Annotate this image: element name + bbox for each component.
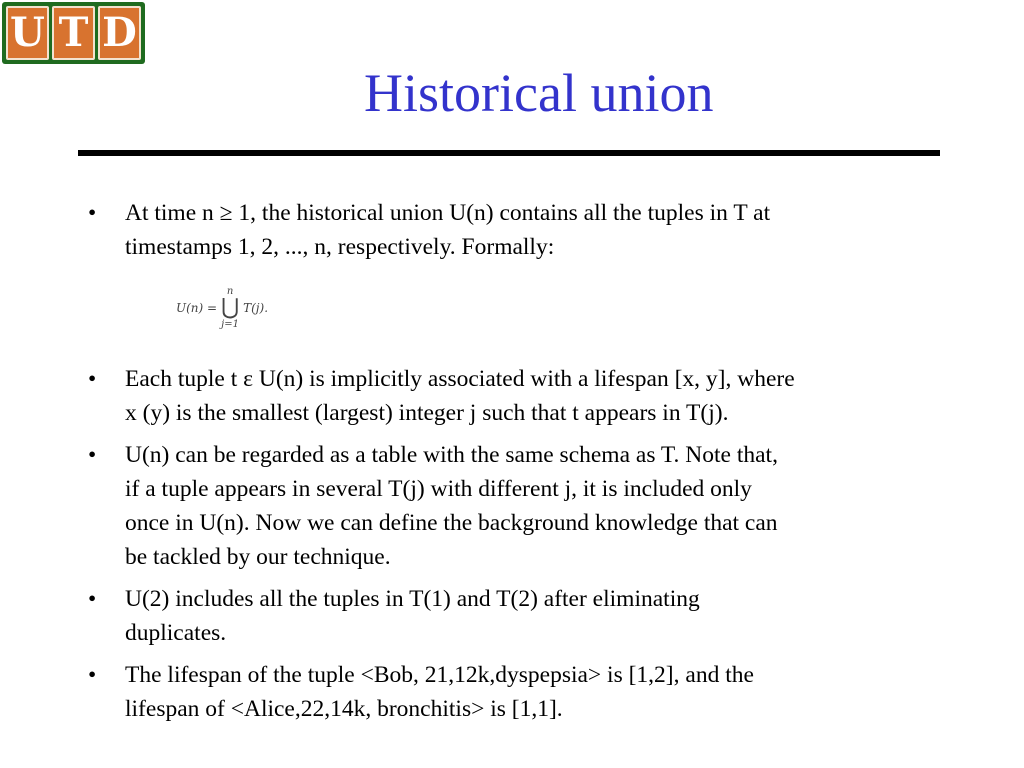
bullet-line: once in U(n). Now we can define the background knowledge that can bbox=[125, 510, 778, 536]
bullet-marker: • bbox=[88, 586, 97, 612]
logo-letter-t: T bbox=[52, 6, 95, 60]
bullet-line: if a tuple appears in several T(j) with different j, it is included only bbox=[125, 476, 752, 502]
union-operator bbox=[221, 286, 239, 330]
utd-logo bbox=[2, 2, 145, 64]
bullet-line: lifespan of <Alice,22,14k, bronchitis> is [1,1]. bbox=[125, 696, 563, 722]
bullet-line: be tackled by our technique. bbox=[125, 544, 391, 570]
union-icon: ⋃ bbox=[221, 295, 240, 320]
union-lower-limit: j=1 bbox=[221, 319, 240, 330]
page-title: Historical union bbox=[364, 63, 714, 123]
formula-lhs: U(n) = bbox=[176, 301, 218, 315]
logo-letter-u: U bbox=[6, 6, 49, 60]
bullet-line: At time n ≥ 1, the historical union U(n) contains all the tuples in T at bbox=[125, 200, 771, 226]
bullet-item bbox=[88, 582, 948, 650]
bullet-line: timestamps 1, 2, ..., n, respectively. Formally: bbox=[125, 234, 555, 260]
bullet-line: duplicates. bbox=[125, 620, 227, 646]
bullet-item bbox=[88, 658, 948, 726]
bullet-marker: • bbox=[88, 366, 97, 392]
bullet-marker: • bbox=[88, 662, 97, 688]
union-upper-limit: n bbox=[226, 286, 234, 297]
title-divider bbox=[78, 150, 940, 156]
formula-block bbox=[88, 272, 948, 362]
bullet-item bbox=[88, 438, 948, 574]
title-area bbox=[0, 58, 1024, 128]
bullet-line: U(2) includes all the tuples in T(1) and T(2) after eliminating bbox=[125, 586, 700, 612]
bullet-line: The lifespan of the tuple <Bob, 21,12k,dyspepsia> is [1,2], and the bbox=[125, 662, 754, 688]
bullet-line: U(n) can be regarded as a table with the same schema as T. Note that, bbox=[125, 442, 778, 468]
formula-rhs: T(j). bbox=[243, 301, 269, 315]
logo-letter-d: D bbox=[98, 6, 141, 60]
bullet-marker: • bbox=[88, 200, 97, 226]
historical-union-formula bbox=[176, 286, 268, 330]
bullet-line: Each tuple t ε U(n) is implicitly associated with a lifespan [x, y], where bbox=[125, 366, 795, 392]
bullet-marker: • bbox=[88, 442, 97, 468]
bullet-item bbox=[88, 196, 948, 264]
bullet-item bbox=[88, 362, 948, 430]
bullet-list bbox=[88, 196, 948, 734]
bullet-line: x (y) is the smallest (largest) integer j such that t appears in T(j). bbox=[125, 400, 729, 426]
